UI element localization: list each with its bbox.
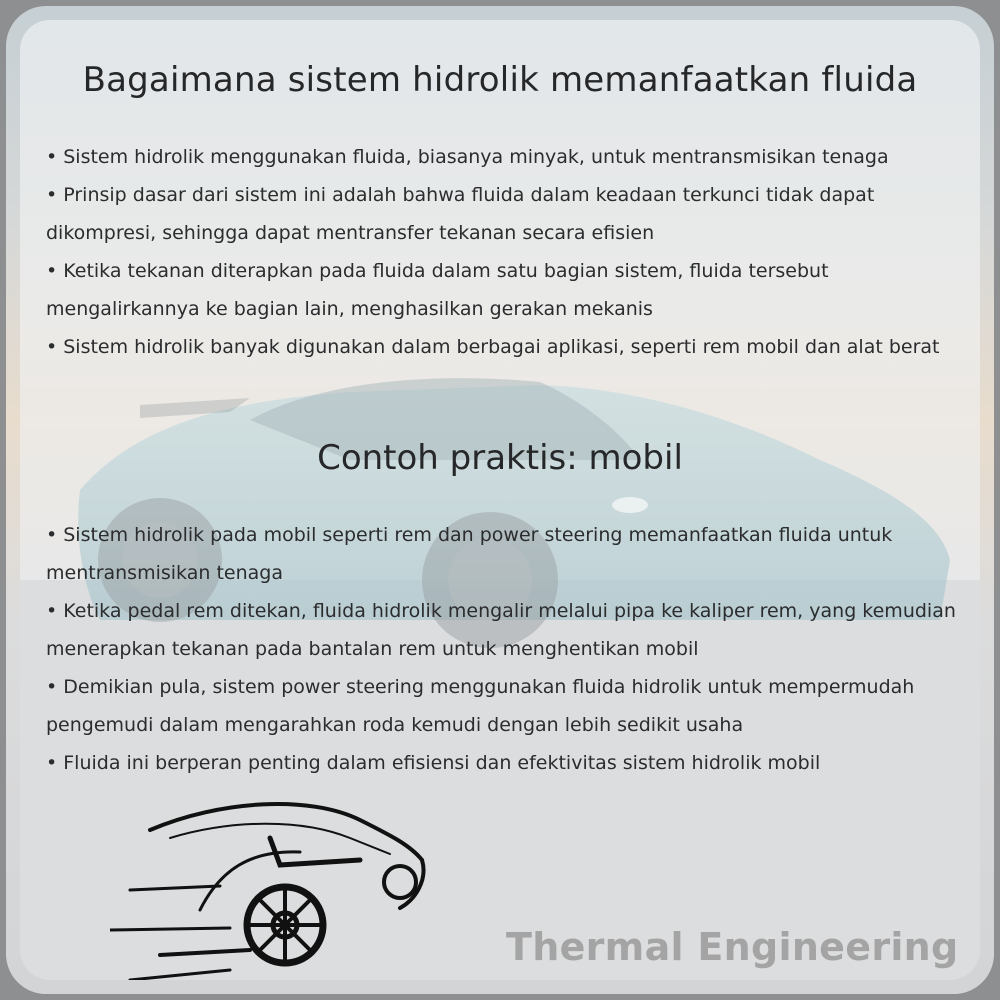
list-item: • Demikian pula, sistem power steering menggunakan fluida hidrolik untuk mempermudah pengemudi dalam mengarahkan roda kemudi dengan lebih sedikit usaha bbox=[46, 676, 915, 736]
brand-watermark: Thermal Engineering bbox=[506, 925, 959, 969]
list-item: • Sistem hidrolik menggunakan fluida, biasanya minyak, untuk mentransmisikan tenaga bbox=[46, 146, 889, 168]
card-frame bbox=[6, 6, 994, 994]
bullet-list-car-example bbox=[46, 516, 976, 782]
bullet-list-principles bbox=[46, 138, 976, 366]
car-outline-icon bbox=[110, 790, 430, 980]
list-item: • Ketika tekanan diterapkan pada fluida dalam satu bagian sistem, fluida tersebut mengalirkannya ke bagian lain, menghasilkan gerakan mekanis bbox=[46, 260, 829, 320]
page-title: Bagaimana sistem hidrolik memanfaatkan fluida bbox=[82, 60, 918, 100]
list-item: • Ketika pedal rem ditekan, fluida hidrolik mengalir melalui pipa ke kaliper rem, yang kemudian menerapkan tekanan pada bantalan rem untuk menghentikan mobil bbox=[46, 600, 956, 660]
content bbox=[20, 20, 980, 980]
list-item: • Fluida ini berperan penting dalam efisiensi dan efektivitas sistem hidrolik mobil bbox=[46, 752, 821, 774]
list-item: • Sistem hidrolik pada mobil seperti rem dan power steering memanfaatkan fluida untuk mentransmisikan tenaga bbox=[46, 524, 893, 584]
list-item: • Sistem hidrolik banyak digunakan dalam berbagai aplikasi, seperti rem mobil dan alat berat bbox=[46, 336, 940, 358]
card-inner bbox=[20, 20, 980, 980]
section-heading: Contoh praktis: mobil bbox=[317, 438, 683, 478]
list-item: • Prinsip dasar dari sistem ini adalah bahwa fluida dalam keadaan terkunci tidak dapat dikompresi, sehingga dapat mentransfer tekanan secara efisien bbox=[46, 184, 875, 244]
